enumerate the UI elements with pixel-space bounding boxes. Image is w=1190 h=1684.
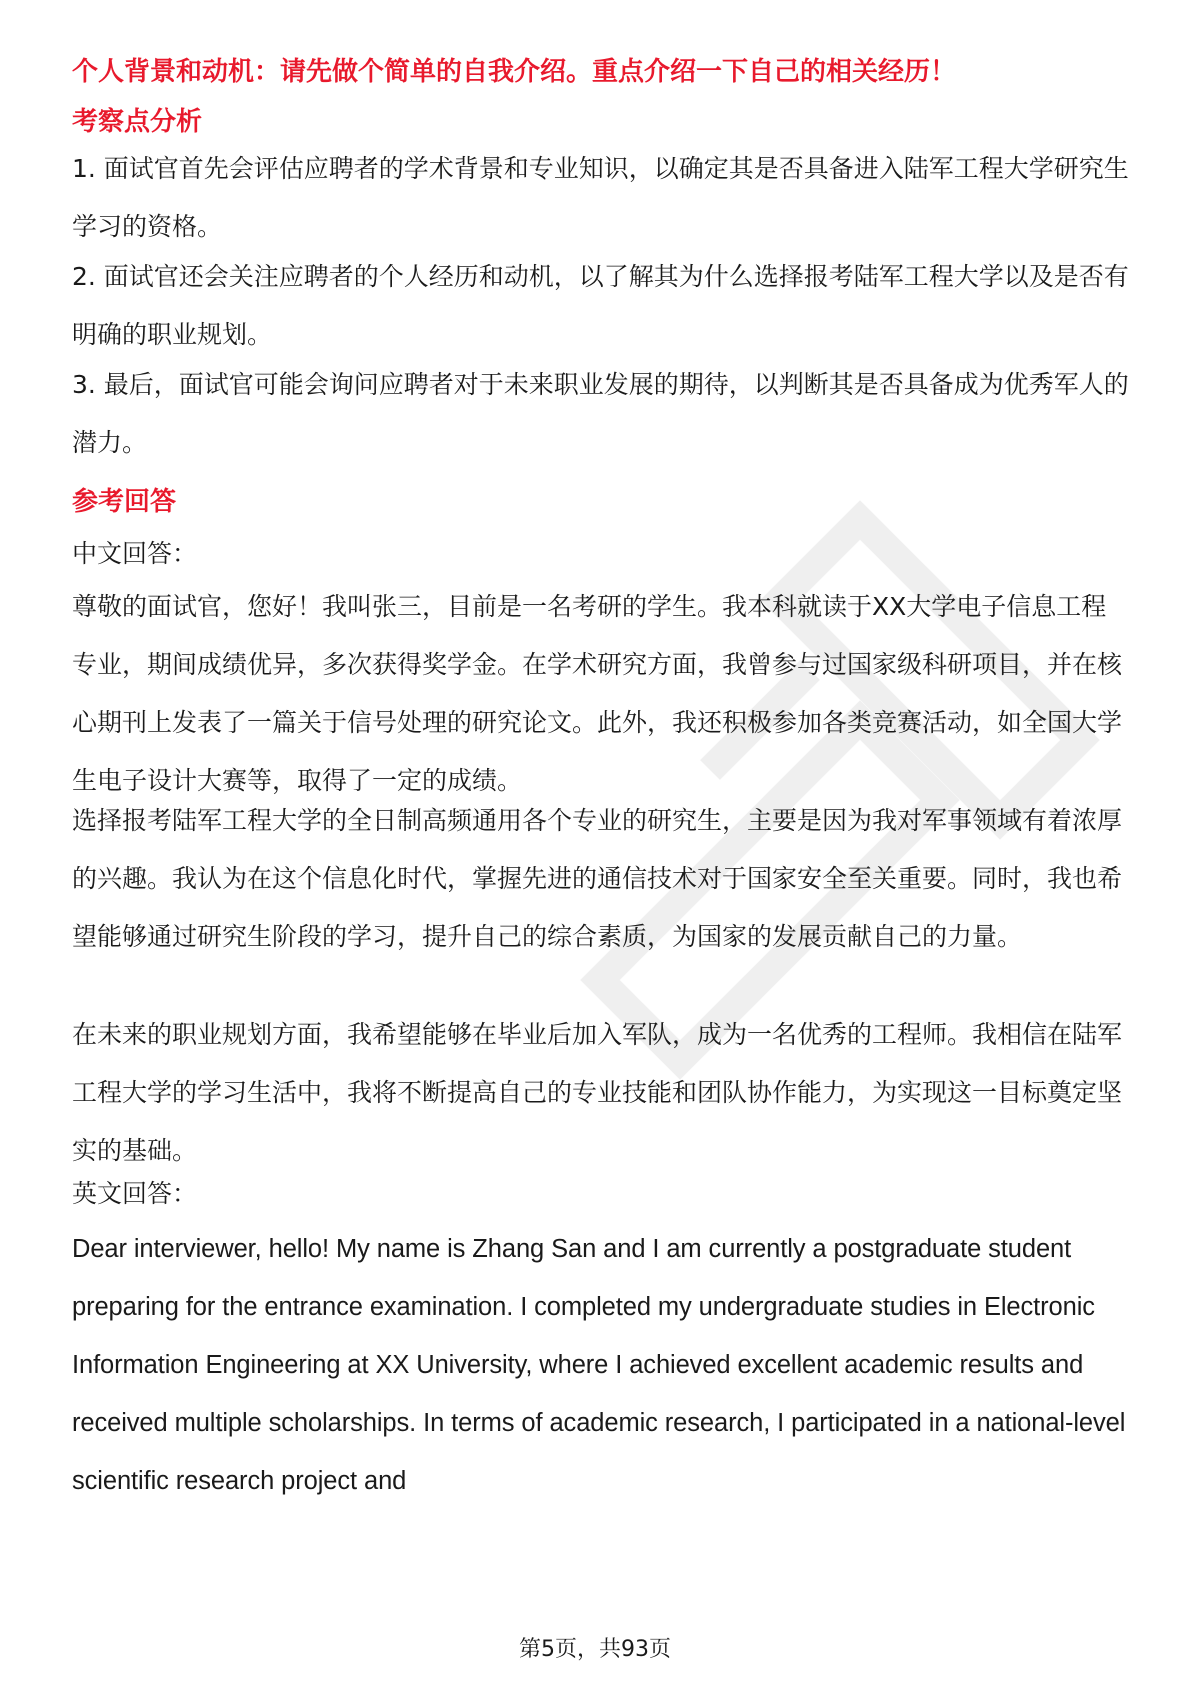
analysis-title: 考察点分析 xyxy=(72,107,203,137)
analysis-point-1: 1. 面试官首先会评估应聘者的学术背景和专业知识，以确定其是否具备进入陆军工程大学研究生学习的资格。 xyxy=(72,154,1129,241)
english-answer-paragraph: Dear interviewer, hello! My name is Zhang San and I am currently a postgraduate student preparing for the entrance examination. I completed my undergraduate studies in Electronic Information Engineering at XX University, where I achieved excellent academic results and received multiple scholarships. In terms of academic research, I participated in a national-level scientific research project and xyxy=(72,1235,1126,1495)
chinese-answer-paragraph-3: 在未来的职业规划方面，我希望能够在毕业后加入军队，成为一名优秀的工程师。我相信在陆军工程大学的学习生活中，我将不断提高自己的专业技能和团队协作能力，为实现这一目标奠定坚实的基础。 xyxy=(72,1020,1123,1165)
chinese-answer-label: 中文回答： xyxy=(72,539,198,568)
english-answer-label: 英文回答： xyxy=(72,1179,198,1208)
page-number: 第5页，共93页 xyxy=(519,1637,671,1662)
question-heading: 个人背景和动机：请先做个简单的自我介绍。重点介绍一下自己的相关经历！ xyxy=(72,57,957,87)
analysis-point-2: 2. 面试官还会关注应聘者的个人经历和动机，以了解其为什么选择报考陆军工程大学以及是否有明确的职业规划。 xyxy=(72,262,1129,349)
chinese-answer-paragraph-1: 尊敬的面试官，您好！我叫张三，目前是一名考研的学生。我本科就读于XX大学电子信息工程专业，期间成绩优异，多次获得奖学金。在学术研究方面，我曾参与过国家级科研项目，并在核心期刊上发表了一篇关于信号处理的研究论文。此外，我还积极参加各类竞赛活动，如全国大学生电子设计大赛等，取得了一定的成绩。 xyxy=(72,592,1123,795)
reference-title: 参考回答 xyxy=(72,487,177,517)
chinese-answer-paragraph-2: 选择报考陆军工程大学的全日制高频通用各个专业的研究生，主要是因为我对军事领域有着浓厚的兴趣。我认为在这个信息化时代，掌握先进的通信技术对于国家安全至关重要。同时，我也希望能够通过研究生阶段的学习，提升自己的综合素质，为国家的发展贡献自己的力量。 xyxy=(72,806,1123,951)
analysis-point-3: 3. 最后，面试官可能会询问应聘者对于未来职业发展的期待，以判断其是否具备成为优秀军人的潜力。 xyxy=(72,370,1129,457)
